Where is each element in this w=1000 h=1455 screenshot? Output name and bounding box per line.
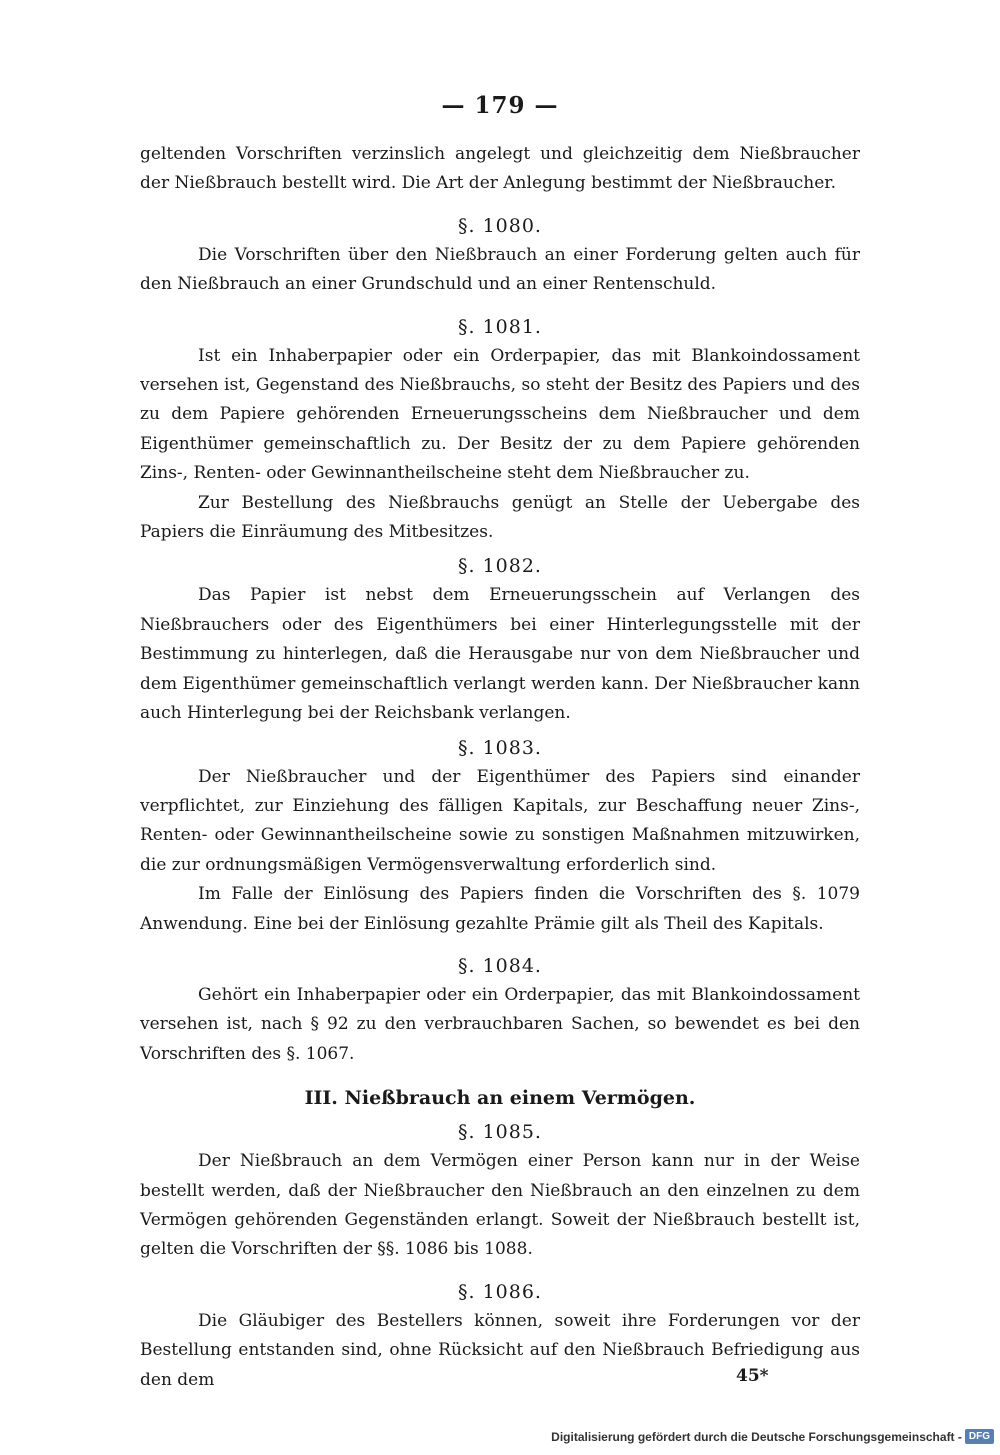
paragraph: Der Nießbraucher und der Eigenthümer des Papiers sind einander verpflichtet, zur Einziehung des fälligen Kapitals, zur Beschaffung neuer Zins-, Renten- oder Gewinnantheilscheine sowie zu sonstigen Maßnahmen mitzuwirken, die zur ordnungsmäßigen Vermögensverwaltung erforderlich sind. <box>140 766 860 875</box>
footer-text: Digitalisierung gefördert durch die Deutsche Forschungsgemeinschaft - <box>551 1429 962 1444</box>
dfg-logo-icon: DFG <box>965 1429 994 1444</box>
paragraph: Ist ein Inhaberpapier oder ein Orderpapier, das mit Blankoindossament versehen ist, Gegenstand des Nießbrauchs, so steht der Besitz des Papiers und des zu dem Papiere gehörenden Erneuerungsscheins dem Nießbraucher und dem Eigenthümer gemeinschaftlich zu. Der Besitz der zu dem Papiere gehörenden Zins-, Renten- oder Gewinnantheilscheine steht dem Nießbraucher zu. <box>140 345 860 484</box>
section-heading: §. 1085. <box>458 1121 542 1144</box>
paragraph: Die Vorschriften über den Nießbrauch an einer Forderung gelten auch für den Nießbrauch an einer Grundschuld und an einer Rentenschuld. <box>140 244 860 295</box>
paragraph: geltenden Vorschriften verzinslich angelegt und gleichzeitig dem Nießbraucher der Nießbrauch bestellt wird. Die Art der Anlegung bestimmt der Nießbraucher. <box>140 144 860 194</box>
section-heading: §. 1082. <box>458 555 542 578</box>
page-body <box>140 140 860 1395</box>
paragraph: Im Falle der Einlösung des Papiers finden die Vorschriften des §. 1079 Anwendung. Eine bei der Einlösung gezahlte Prämie gilt als Theil des Kapitals. <box>140 884 860 934</box>
section-heading: §. 1086. <box>458 1280 542 1303</box>
paragraph: Zur Bestellung des Nießbrauchs genügt an Stelle der Uebergabe des Papiers die Einräumung des Mitbesitzes. <box>140 492 860 543</box>
chapter-title: III. Nießbrauch an einem Vermögen. <box>304 1087 696 1110</box>
section-heading: §. 1084. <box>458 954 542 977</box>
paragraph: Die Gläubiger des Bestellers können, soweit ihre Forderungen vor der Bestellung entstanden sind, ohne Rücksicht auf den Nießbrauch Befriedigung aus den dem <box>140 1310 860 1390</box>
digitization-footer <box>551 1429 994 1444</box>
paragraph: Gehört ein Inhaberpapier oder ein Orderpapier, das mit Blankoindossament versehen ist, nach § 92 zu den verbrauchbaren Sachen, so bewendet es bei den Vorschriften des §. 1067. <box>140 984 860 1064</box>
section-heading: §. 1080. <box>458 214 542 237</box>
paragraph: Der Nießbrauch an dem Vermögen einer Person kann nur in der Weise bestellt werden, daß der Nießbraucher den Nießbrauch an den einzelnen zu dem Vermögen gehörenden Gegenständen erlangt. Soweit der Nießbrauch bestellt ist, gelten die Vorschriften der §§. 1086 bis 1088. <box>140 1151 860 1260</box>
paragraph: Das Papier ist nebst dem Erneuerungsschein auf Verlangen des Nießbrauchers oder des Eigenthümers bei einer Hinterlegungsstelle mit der Bestimmung zu hinterlegen, daß die Herausgabe nur von dem Nießbraucher und dem Eigenthümer gemeinschaftlich verlangt werden kann. Der Nießbraucher kann auch Hinterlegung bei der Reichsbank verlangen. <box>140 585 860 724</box>
section-heading: §. 1081. <box>458 315 542 338</box>
page-number: — 179 — <box>441 92 559 119</box>
section-heading: §. 1083. <box>458 736 542 759</box>
signature-mark: 45* <box>736 1366 769 1386</box>
